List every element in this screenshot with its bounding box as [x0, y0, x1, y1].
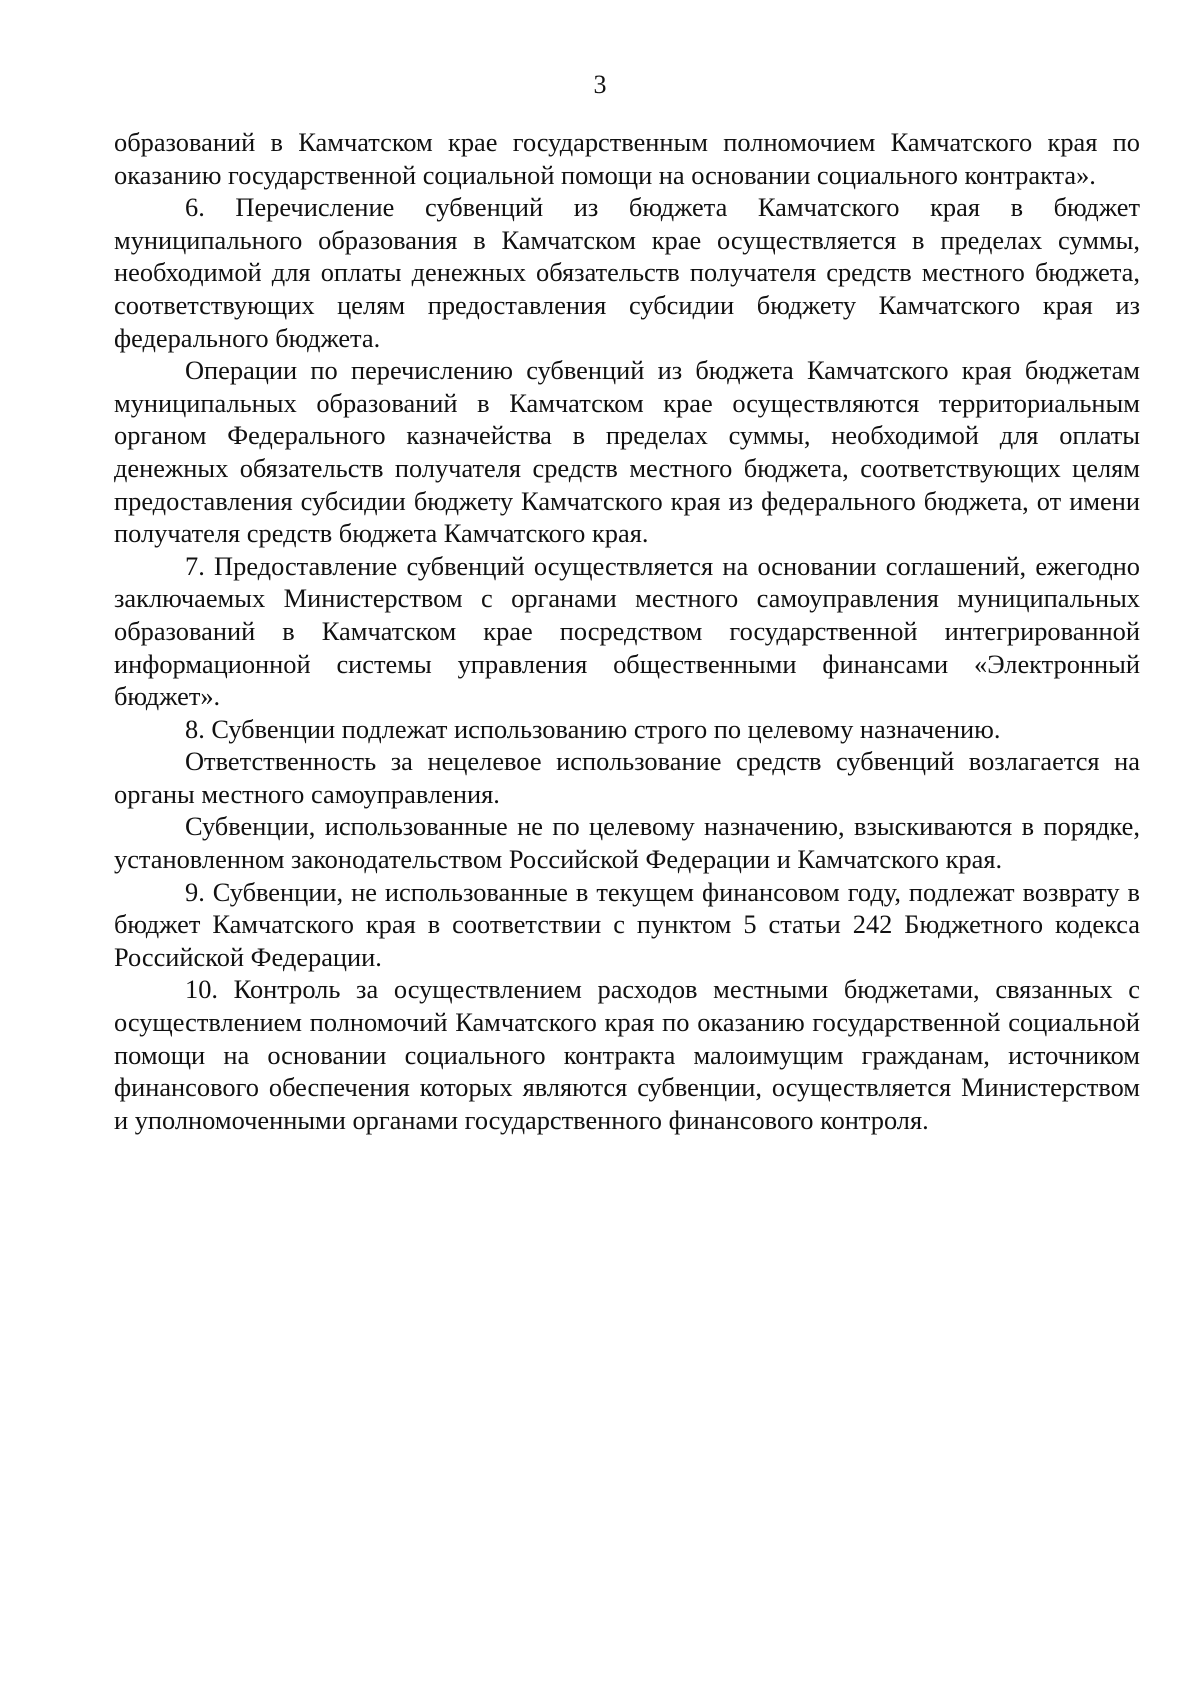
paragraph-item-6: 6. Перечисление субвенций из бюджета Камчатского края в бюджет муниципального образования в Камчатском крае осуществляется в пределах суммы, необходимой для оплаты денежных обязательств получателя средств местного бюджета, соответствующих целям предоставления субсидии бюджету Камчатского края из федерального бюджета.: [114, 192, 1140, 353]
paragraph-item-6-operations: Операции по перечислению субвенций из бюджета Камчатского края бюджетам муниципальных образований в Камчатском крае осуществляются территориальным органом Федерального казначейства в пределах суммы, необходимой для оплаты денежных обязательств получателя средств местного бюджета, соответствующих целям предоставления субсидии бюджету Камчатского края из федерального бюджета, от имени получателя средств бюджета Камчатского края.: [114, 355, 1140, 549]
paragraph-continuation: образований в Камчатском крае государственным полномочием Камчатского края по оказанию государственной социальной помощи на основании социального контракта».: [114, 127, 1140, 190]
paragraph-item-8-recovery: Субвенции, использованные не по целевому назначению, взыскиваются в порядке, установленном законодательством Российской Федерации и Камчатского края.: [114, 811, 1140, 875]
page-number: 3: [593, 70, 607, 99]
paragraph-item-10: 10. Контроль за осуществлением расходов местными бюджетами, связанных с осуществлением полномочий Камчатского края по оказанию государственной социальной помощи на основании социального контракта малоимущим гражданам, источником финансового обеспечения которых являются субвенции, осуществляется Министерством и уполномоченными органами государственного финансового контроля.: [114, 974, 1140, 1135]
document-body: [114, 126, 1140, 1136]
paragraph-item-7: 7. Предоставление субвенций осуществляется на основании соглашений, ежегодно заключаемых Министерством с органами местного самоуправления муниципальных образований в Камчатском крае посредством государственной интегрированной информационной системы управления общественными финансами «Электронный бюджет».: [114, 550, 1140, 712]
paragraph-item-8-responsibility: Ответственность за нецелевое использование средств субвенций возлагается на органы местного самоуправления.: [114, 746, 1140, 809]
paragraph-item-8: 8. Субвенции подлежат использованию строго по целевому назначению.: [185, 713, 1001, 744]
paragraph-item-9: 9. Субвенции, не использованные в текущем финансовом году, подлежат возврату в бюджет Камчатского края в соответствии с пунктом 5 статьи 242 Бюджетного кодекса Российской Федерации.: [114, 876, 1140, 972]
